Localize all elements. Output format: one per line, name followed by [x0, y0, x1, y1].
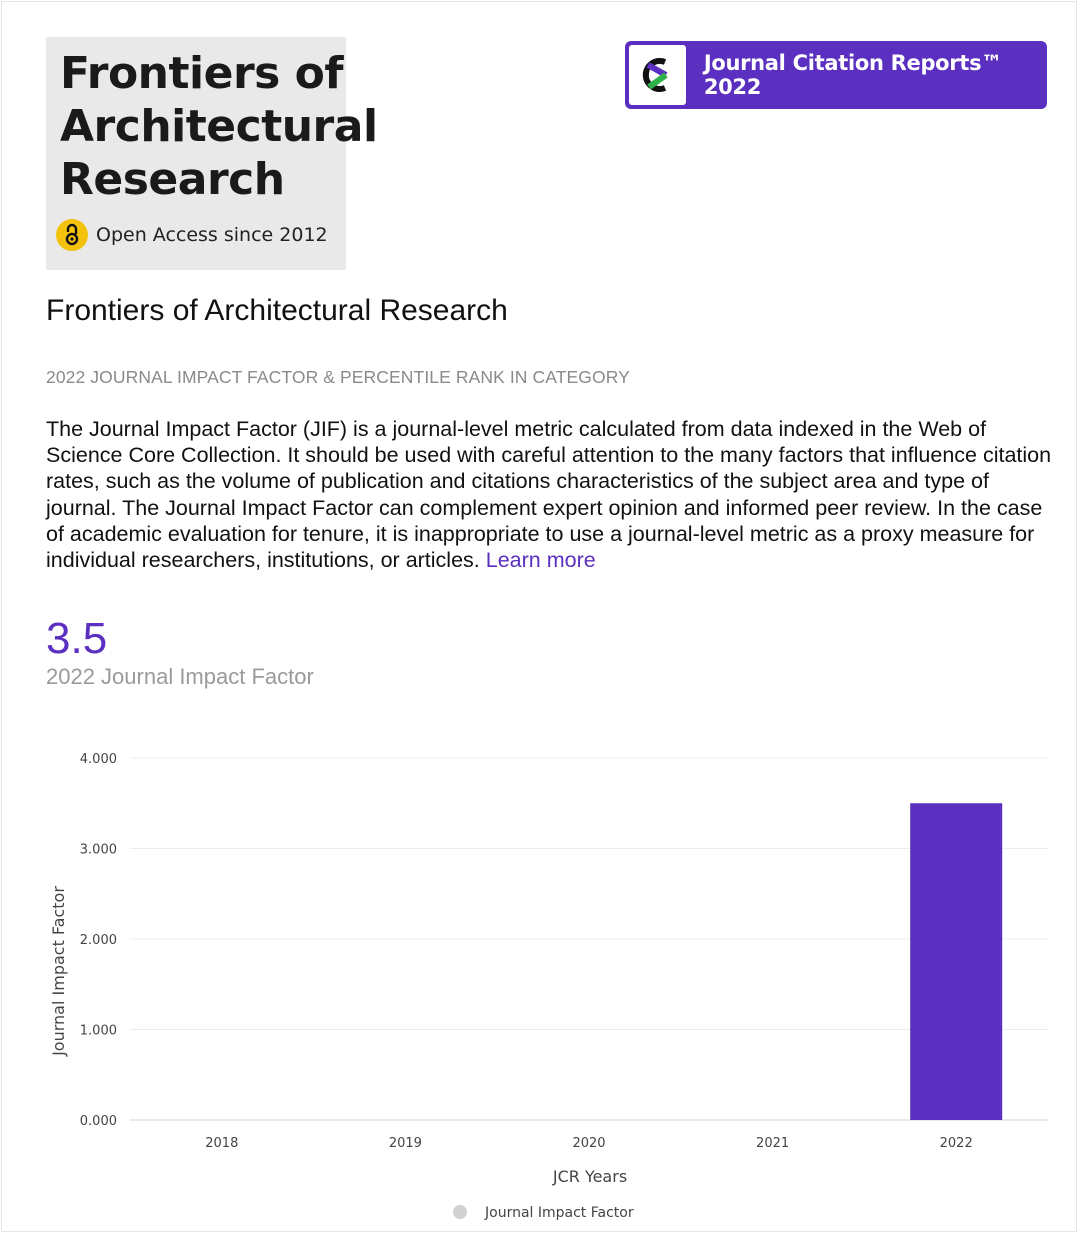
legend-marker [453, 1205, 467, 1219]
y-tick-label: 4.000 [79, 752, 117, 767]
learn-more-link[interactable]: Learn more [485, 548, 596, 573]
jif-label: 2022 Journal Impact Factor [46, 664, 314, 689]
y-tick-label: 2.000 [79, 933, 117, 948]
x-axis-title: JCR Years [552, 1167, 628, 1186]
y-tick-label: 3.000 [79, 842, 117, 858]
y-axis-title: Journal Impact Factor [49, 886, 68, 1056]
jif-description [46, 416, 1054, 573]
y-tick-label: 0.000 [79, 1114, 117, 1129]
description-text: The Journal Impact Factor (JIF) is a journal-level metric calculated from data indexed in the Web of Science Core Collection. It should be used with careful attention to the many factors that influence citation rates, such as the volume of publication and citations characteristics of the subject area and type of journal. The Journal Impact Factor can complement expert opinion and informed peer review. In the case of academic evaluation for tenure, it is inappropriate to use a journal-level metric as a proxy measure for individual researchers, institutions, or articles. [46, 417, 1052, 573]
x-tick-label: 2018 [205, 1136, 239, 1151]
bar-2022 [910, 803, 1002, 1120]
section-label: 2022 JOURNAL IMPACT FACTOR & PERCENTILE RANK IN CATEGORY [46, 367, 630, 387]
journal-name: Frontiers of Architectural Research [46, 294, 508, 327]
clarivate-logo-icon [629, 45, 686, 105]
open-access-icon [56, 219, 88, 251]
jcr-badge[interactable] [625, 41, 1047, 109]
legend-label: Journal Impact Factor [485, 1205, 634, 1221]
y-tick-label: 1.000 [79, 1023, 117, 1039]
journal-cover [46, 37, 378, 270]
x-tick-label: 2021 [756, 1136, 790, 1151]
cover-title: Frontiers of Architectural Research [60, 48, 378, 205]
x-tick-label: 2019 [388, 1136, 422, 1151]
jcr-badge-label: Journal Citation Reports™ 2022 [703, 51, 1003, 99]
jif-value: 3.5 [46, 614, 108, 663]
x-tick-label: 2020 [572, 1136, 606, 1151]
x-tick-label: 2022 [939, 1136, 973, 1151]
jif-bar-chart [0, 730, 1080, 1230]
open-access-label: Open Access since 2012 [96, 224, 328, 246]
open-access-row [56, 219, 328, 251]
